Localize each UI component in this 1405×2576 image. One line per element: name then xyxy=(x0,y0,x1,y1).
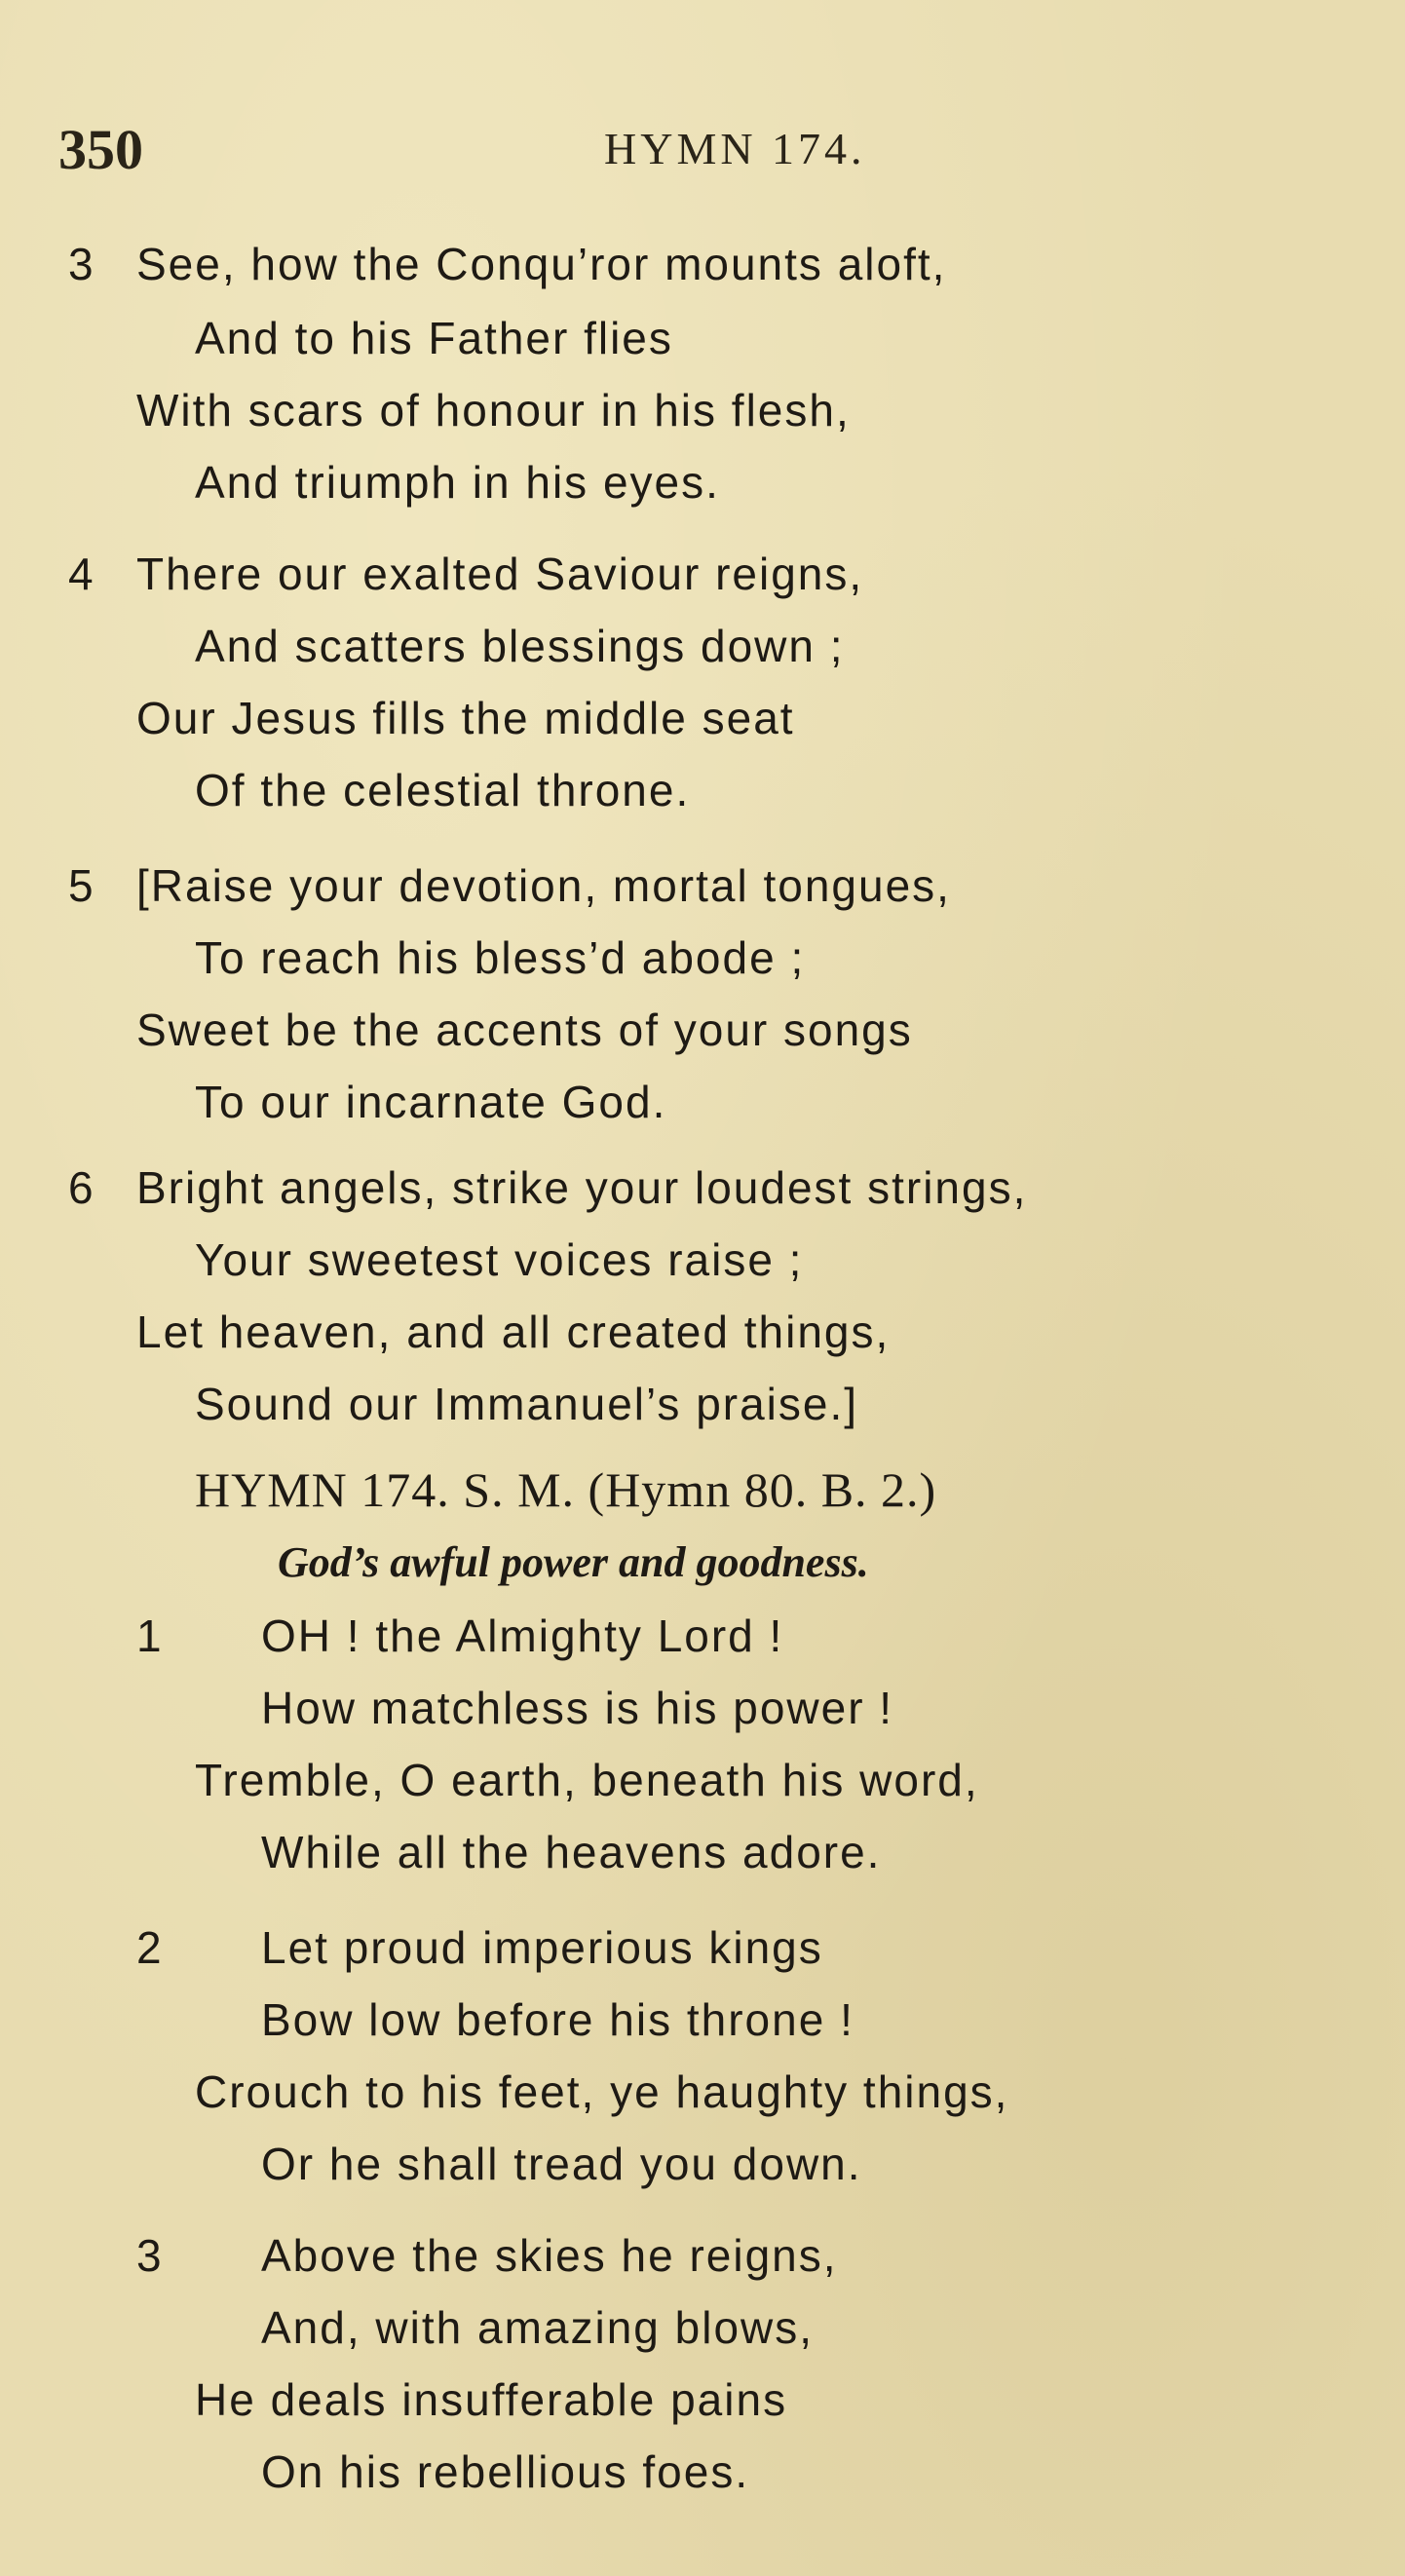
verse-line: Crouch to his feet, ye haughty things, xyxy=(195,2066,1009,2117)
verse-line: How matchless is his power ! xyxy=(261,1683,894,1733)
verse-line: Sweet be the accents of your songs xyxy=(136,1004,913,1055)
verse-line: He deals insufferable pains xyxy=(195,2374,788,2425)
page-header xyxy=(58,117,1345,185)
verse-line: Sound our Immanuel’s praise.] xyxy=(195,1379,859,1429)
verse-line: Let heaven, and all created things, xyxy=(136,1307,891,1357)
verse-line: Our Jesus fills the middle seat xyxy=(136,693,795,743)
page-number: 350 xyxy=(58,118,143,181)
verse-line: And scatters blessings down ; xyxy=(195,621,845,671)
verse-line: And to his Father flies xyxy=(195,313,673,363)
stanza-number: 4 xyxy=(68,549,94,599)
verse-line: Above the skies he reigns, xyxy=(261,2230,838,2281)
verse-line: On his rebellious foes. xyxy=(261,2446,750,2497)
verse-line: OH ! the Almighty Lord ! xyxy=(261,1610,784,1661)
verse-line: Of the celestial throne. xyxy=(195,765,691,815)
verse-line: Or he shall tread you down. xyxy=(261,2139,862,2189)
verse-line: And triumph in his eyes. xyxy=(195,457,720,508)
verse-line: And, with amazing blows, xyxy=(261,2302,815,2353)
running-head: HYMN 174. xyxy=(604,124,866,173)
verse-line: Let proud imperious kings xyxy=(261,1922,823,1973)
stanza-number: 3 xyxy=(68,239,94,289)
stanza-number: 2 xyxy=(136,1922,162,1973)
verse-line: See, how the Conqu’ror mounts aloft, xyxy=(136,239,947,289)
stanza-number: 6 xyxy=(68,1162,94,1213)
verse-line: Bright angels, strike your loudest strings, xyxy=(136,1162,1028,1213)
stanza-number: 5 xyxy=(68,860,94,911)
hymn-subtitle: God’s awful power and goodness. xyxy=(278,1538,869,1586)
stanza-number: 1 xyxy=(136,1610,162,1661)
hymn-title: HYMN 174. S. M. (Hymn 80. B. 2.) xyxy=(195,1462,937,1517)
verse-line: Bow low before his throne ! xyxy=(261,1994,854,2045)
verse-line: [Raise your devotion, mortal tongues, xyxy=(136,860,951,911)
verse-line: To our incarnate God. xyxy=(195,1077,667,1127)
verse-line: With scars of honour in his flesh, xyxy=(136,385,851,436)
verse-line: Your sweetest voices raise ; xyxy=(195,1234,804,1285)
verse-line: To reach his bless’d abode ; xyxy=(195,932,806,983)
stanza-number: 3 xyxy=(136,2230,162,2281)
verse-line: Tremble, O earth, beneath his word, xyxy=(195,1755,979,1805)
verse-line: While all the heavens adore. xyxy=(261,1827,882,1877)
verse-line: There our exalted Saviour reigns, xyxy=(136,549,864,599)
